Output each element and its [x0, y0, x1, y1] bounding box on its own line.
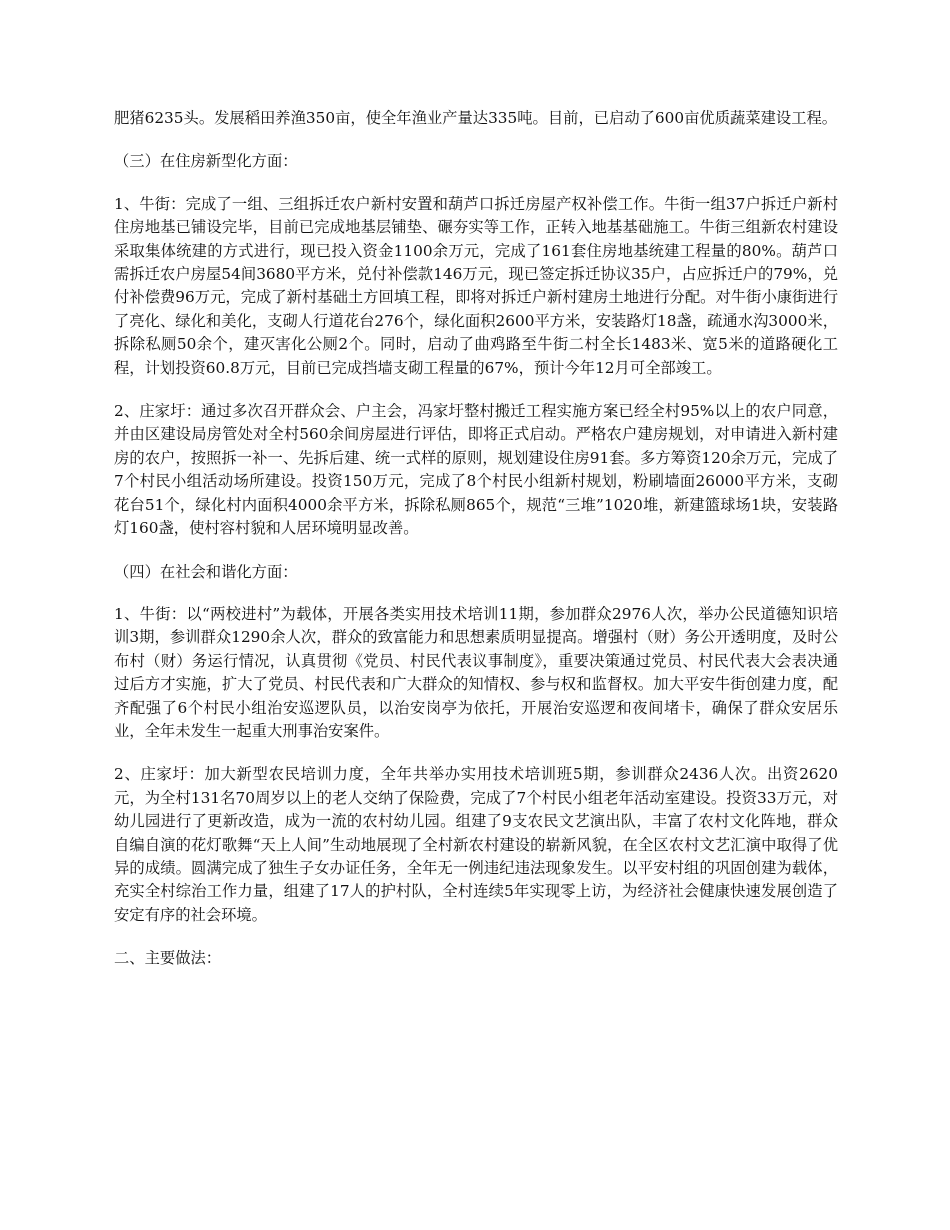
section-heading-social-harmony: （四）在社会和谐化方面： [114, 562, 298, 581]
paragraph-niujie-housing: 1、牛街：完成了一组、三组拆迁农户新村安置和葫芦口拆迁房屋产权补偿工作。牛街一组37户拆迁户新村住房地基已铺设完毕，目前已完成地基层铺垫、碾夯实等工作，正转入地基基础施工。牛街三组新农村建设采取集体统建的方式进行，现已投入资金1100余万元，完成了161套住房地基统建工程量的80%。葫芦口需拆迁农户房屋54间3680平方米，兑付补偿款146万元，现已签定拆迁协议35户，占应拆迁户的79%，兑付补偿费96万元，完成了新村基础土方回填工程，即将对拆迁户新村建房土地进行分配。对牛街小康街进行了亮化、绿化和美化，支砌人行道花台276个，绿化面积2600平方米，安装路灯18盏，疏通水沟3000米，拆除私厕50余个，建灭害化公厕2个。同时，启动了曲鸡路至牛街二村全长1483米、宽5米的道路硬化工程，计划投资60.8万元，目前已完成挡墙支砌工程量的67%，预计今年12月可全部竣工。 [114, 194, 838, 377]
paragraph-zhuangjiawei-social: 2、庄家圩：加大新型农民培训力度，全年共举办实用技术培训班5期，参训群众2436人次。出资2620元，为全村131名70周岁以上的老人交纳了保险费，完成了7个村民小组老年活动室建设。投资33万元，对幼儿园进行了更新改造，成为一流的农村幼儿园。组建了9支农民文艺演出队，丰富了农村文化阵地，群众自编自演的花灯歌舞“天上人间”生动地展现了全村新农村建设的崭新风貌，在全区农村文艺汇演中取得了优异的成绩。圆满完成了独生子女办证任务，全年无一例违纪违法现象发生。以平安村组的巩固创建为载体，充实全村综治工作力量，组建了17人的护村队，全村连续5年实现零上访，为经济社会健康快速发展创造了安定有序的社会环境。 [114, 765, 838, 924]
paragraph-niujie-social: 1、牛街：以“两校进村”为载体，开展各类实用技术培训11期，参加群众2976人次，举办公民道德知识培训3期，参训群众1290余人次，群众的致富能力和思想素质明显提高。增强村（财）务公开透明度，及时公布村（财）务运行情况，认真贯彻《党员、村民代表议事制度》，重要决策通过党员、村民代表大会表决通过后方才实施，扩大了党员、村民代表和广大群众的知情权、参与权和监督权。加大平安牛街创建力度，配齐配强了6个村民小组治安巡逻队员，以治安岗亭为依托，开展治安巡逻和夜间堵卡，确保了群众安居乐业，全年未发生一起重大刑事治安案件。 [114, 604, 838, 740]
paragraph-zhuangjiawei-housing: 2、庄家圩：通过多次召开群众会、户主会，冯家圩整村搬迁工程实施方案已经全村95%以上的农户同意，并由区建设局房管处对全村560余间房屋进行评估，即将正式启动。严格农户建房规划，对申请进入新村建房的农户，按照拆一补一、先拆后建、统一式样的原则，规划建设住房91套。多方筹资120余万元，完成了7个村民小组活动场所建设。投资150万元，完成了8个村民小组新村规划，粉刷墙面26000平方米，支砌花台51个，绿化村内面积4000余平方米，拆除私厕865个，规范“三堆”1020堆，新建篮球场1块，安装路灯160盏，使村容村貌和人居环境明显改善。 [114, 402, 838, 538]
document-page [114, 107, 838, 990]
section-heading-main-methods: 二、主要做法： [114, 949, 222, 968]
paragraph-livestock-fishery: 肥猪6235头。发展稻田养渔350亩，使全年渔业产量达335吨。目前，已启动了600亩优质蔬菜建设工程。 [114, 109, 838, 127]
section-heading-housing: （三）在住房新型化方面： [114, 152, 298, 171]
